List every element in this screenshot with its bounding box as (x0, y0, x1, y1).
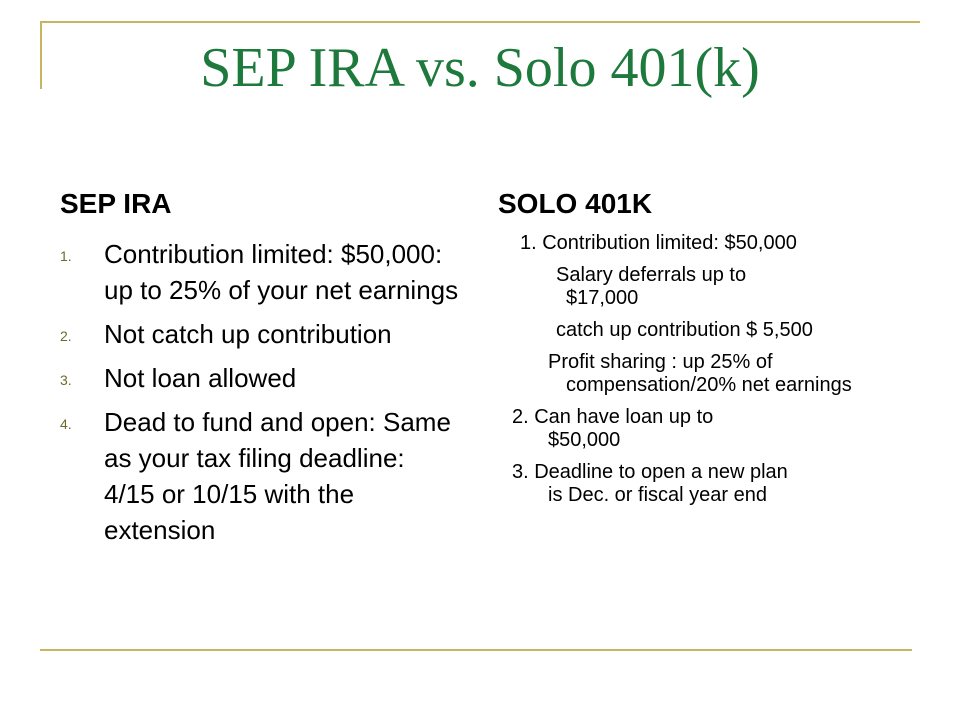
list-item-text: Contribution limited: $50,000: up to 25% of your net earnings (104, 239, 459, 305)
list-item-text: Salary deferrals up to (556, 264, 747, 286)
list-item (512, 461, 910, 507)
list-item-text: 3. Deadline to open a new plan (512, 461, 788, 483)
list-item-text: catch up contribution $ 5,500 (556, 319, 813, 341)
bottom-rule (40, 649, 912, 651)
list-item-text: 2. Can have loan up to (512, 406, 714, 428)
list-item-continuation: compensation/20% net earnings (566, 374, 852, 396)
list-item-text: 1. Contribution limited: $50,000 (520, 232, 797, 254)
list-number: 3. (60, 372, 72, 388)
list-item-text: Profit sharing : up 25% of (548, 351, 773, 373)
list-item-text: Not catch up contribution (104, 319, 392, 349)
top-rule (40, 21, 920, 23)
solo-401k-list (512, 232, 910, 516)
list-item (520, 264, 910, 310)
list-item (512, 406, 910, 452)
list-number: 4. (60, 416, 72, 432)
list-item-continuation: $17,000 (566, 287, 639, 309)
list-item-text: Dead to fund and open: Same as your tax filing deadline: 4/15 or 10/15 with the extension (104, 407, 451, 545)
list-item-continuation: $50,000 (548, 429, 621, 451)
list-item (520, 319, 910, 342)
list-item (60, 236, 460, 308)
solo-401k-heading: SOLO 401K (498, 188, 653, 219)
list-item (520, 351, 910, 397)
list-item-text: Not loan allowed (104, 363, 297, 393)
list-item (520, 232, 910, 255)
slide-title: SEP IRA vs. Solo 401(k) (200, 37, 760, 99)
list-item (60, 316, 460, 352)
list-item (60, 360, 460, 396)
list-number: 1. (60, 248, 72, 264)
list-number: 2. (60, 328, 72, 344)
list-item-continuation: is Dec. or fiscal year end (548, 484, 767, 506)
list-item (60, 404, 460, 548)
sep-ira-heading: SEP IRA (60, 188, 172, 219)
sep-ira-list (60, 236, 460, 556)
